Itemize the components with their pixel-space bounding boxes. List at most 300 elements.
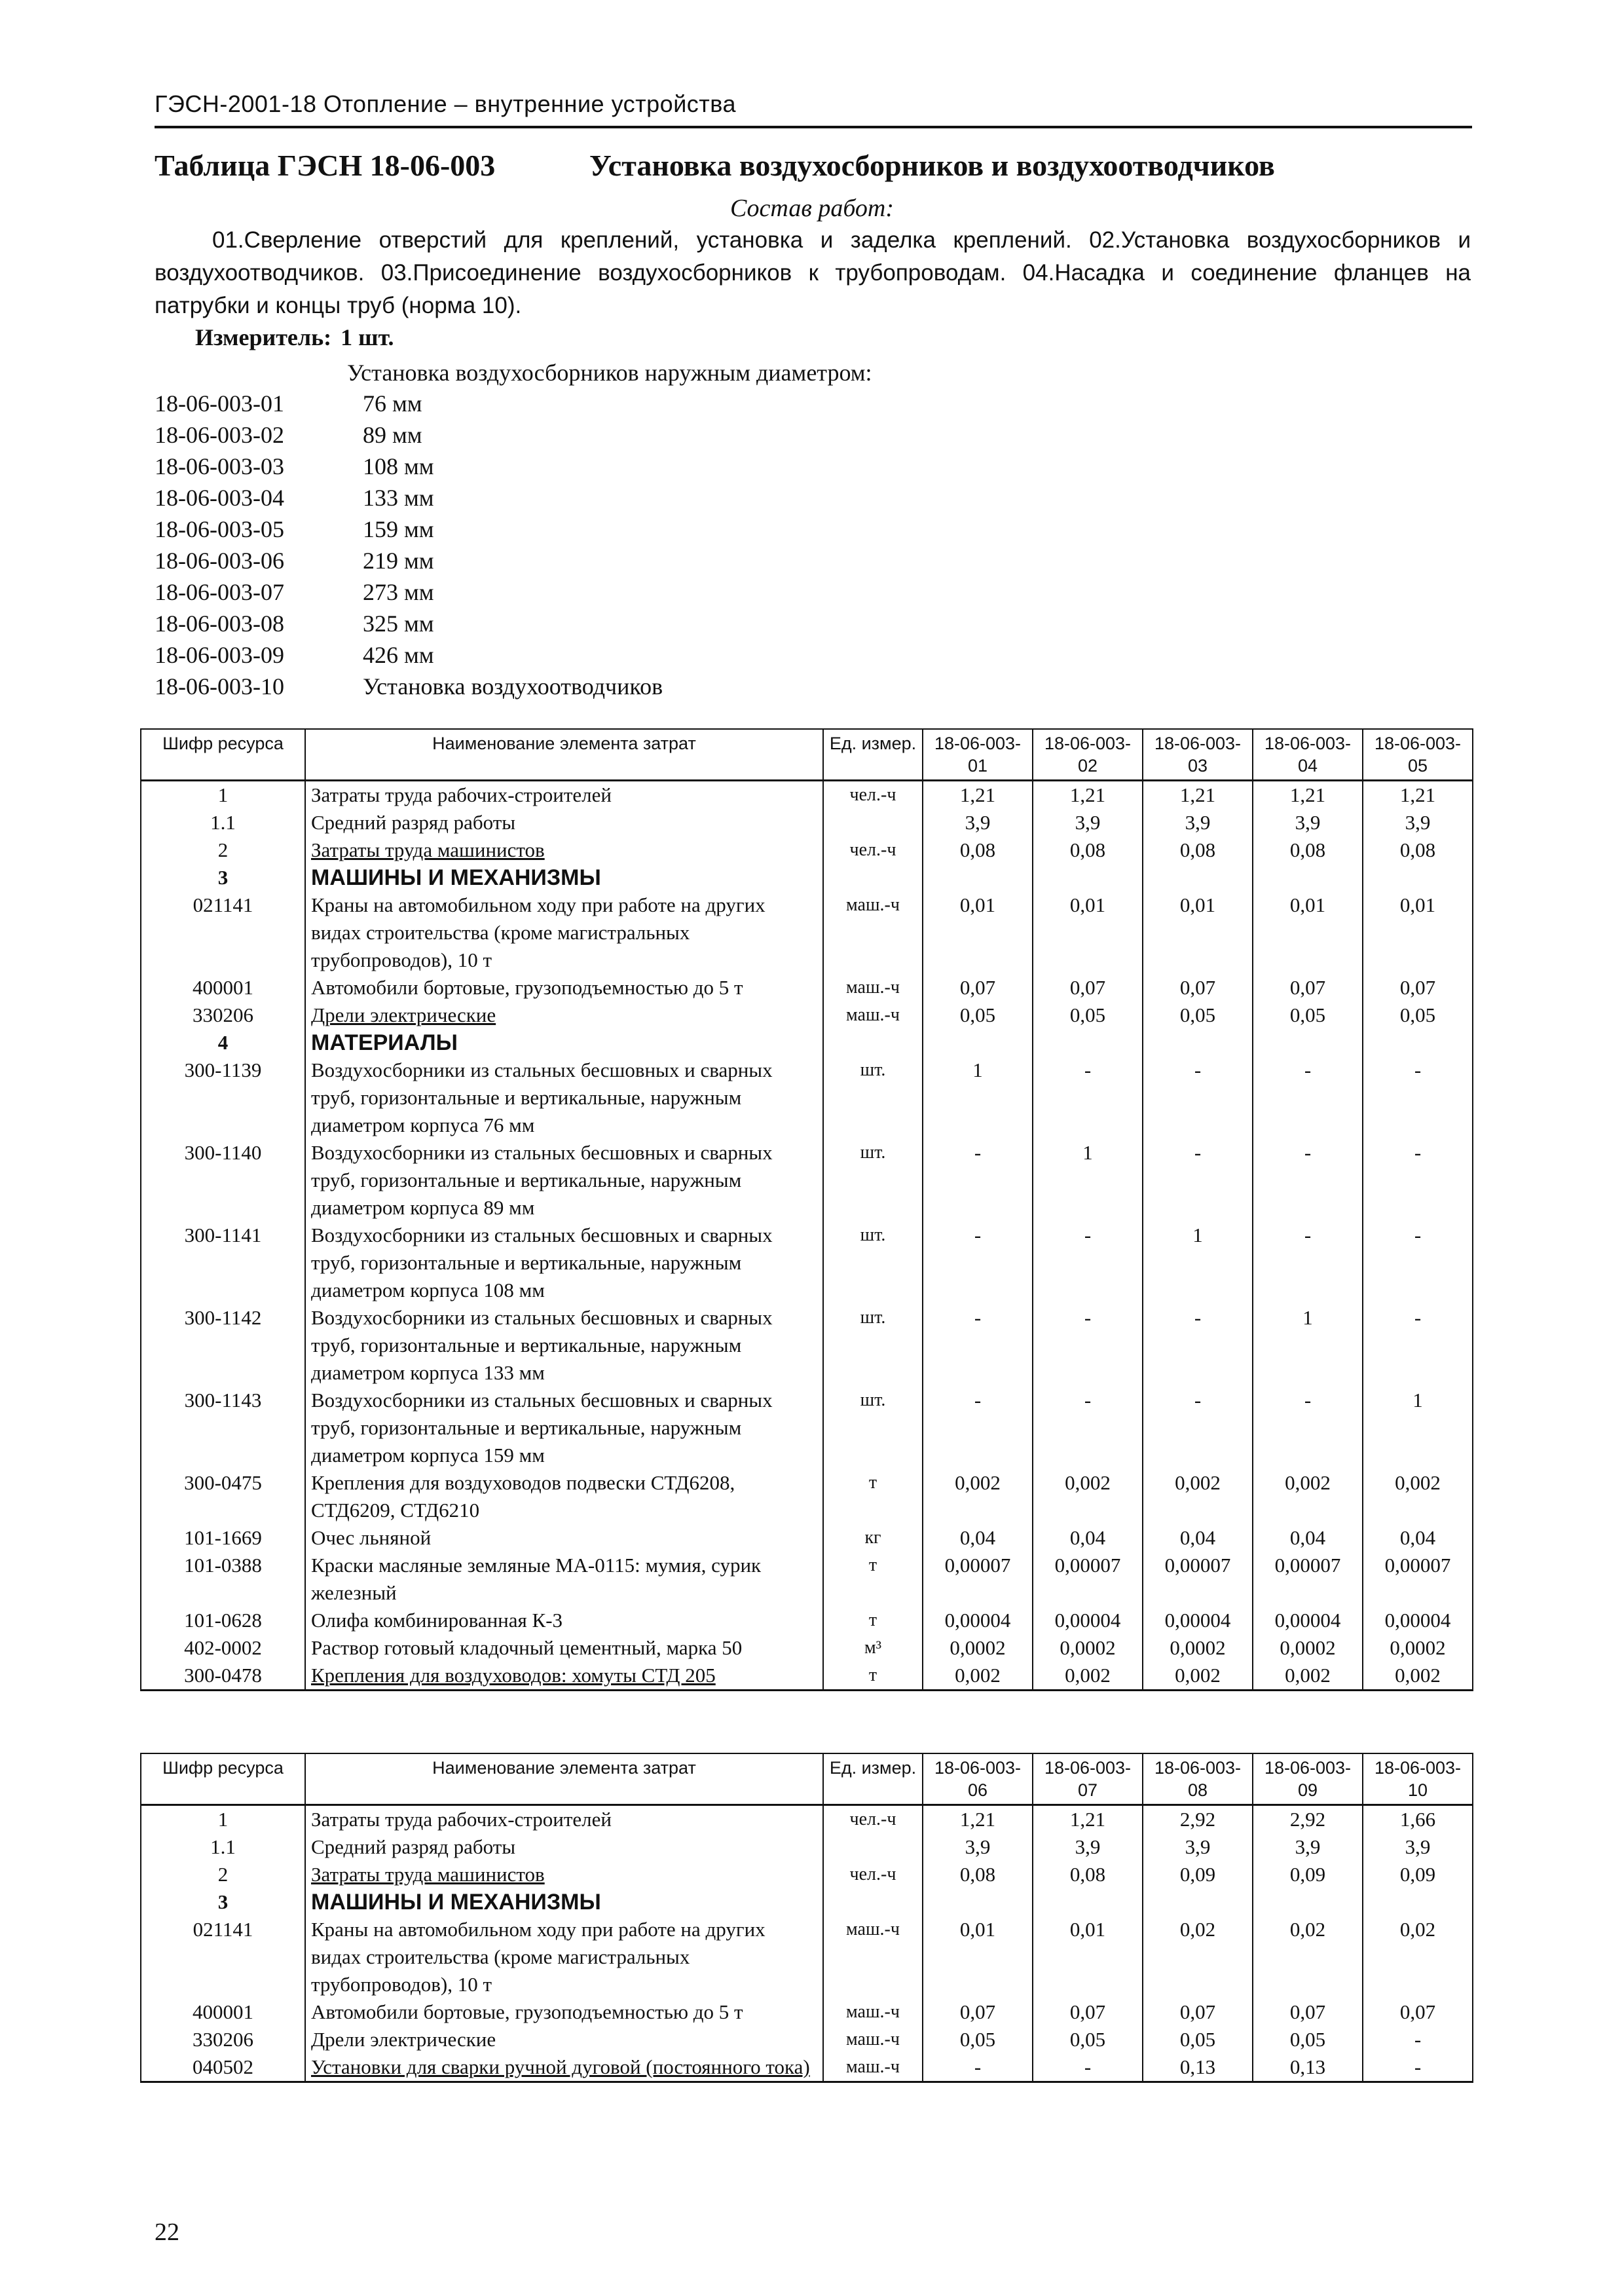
norm-value: 0,002 bbox=[1143, 1469, 1253, 1524]
variant-row bbox=[155, 419, 663, 451]
resource-code: 3 bbox=[141, 1888, 305, 1916]
table-code: Таблица ГЭСН 18-06-003 bbox=[155, 149, 496, 182]
cost-element-name: Раствор готовый кладочный цементный, марка 50 bbox=[305, 1634, 823, 1662]
norm-value: - bbox=[1143, 1304, 1253, 1387]
unit-cell: т bbox=[823, 1662, 923, 1691]
cost-element-name: Крепления для воздуховодов: хомуты СТД 205 bbox=[305, 1662, 823, 1691]
norm-value: 1,66 bbox=[1363, 1805, 1473, 1834]
norm-value: 0,07 bbox=[1033, 974, 1143, 1001]
norm-value: 2,92 bbox=[1253, 1805, 1363, 1834]
resource-code: 300-1142 bbox=[141, 1304, 305, 1387]
norm-value: 0,04 bbox=[1143, 1524, 1253, 1552]
variant-code: 18-06-003-02 bbox=[155, 422, 284, 448]
unit-cell: маш.-ч bbox=[823, 2026, 923, 2053]
unit-cell: чел.-ч bbox=[823, 836, 923, 864]
norm-value: 0,00004 bbox=[1363, 1607, 1473, 1634]
norm-value: 0,04 bbox=[1033, 1524, 1143, 1552]
cost-element-name: Воздухосборники из стальных бесшовных и сварных труб, горизонтальные и вертикальные, наружным диаметром корпуса 76 мм bbox=[305, 1057, 823, 1139]
norm-value: 0,01 bbox=[1033, 891, 1143, 974]
norm-value: 3,9 bbox=[923, 1833, 1033, 1861]
norm-value: 0,002 bbox=[923, 1469, 1033, 1524]
norm-value: 0,002 bbox=[1363, 1662, 1473, 1691]
header-norm-code: 18-06-003-09 bbox=[1253, 1753, 1363, 1805]
norm-value: 0,05 bbox=[923, 2026, 1033, 2053]
norm-value: 0,01 bbox=[1143, 891, 1253, 974]
cost-element-name: Воздухосборники из стальных бесшовных и сварных труб, горизонтальные и вертикальные, наружным диаметром корпуса 159 мм bbox=[305, 1387, 823, 1469]
norm-value bbox=[1253, 864, 1363, 891]
table-row bbox=[141, 1139, 1473, 1222]
norm-value: 0,002 bbox=[1033, 1469, 1143, 1524]
norm-value: 0,08 bbox=[1033, 836, 1143, 864]
norm-value bbox=[1143, 1888, 1253, 1916]
unit-cell bbox=[823, 1833, 923, 1861]
norm-value: 0,00007 bbox=[923, 1552, 1033, 1607]
norm-value: - bbox=[1253, 1139, 1363, 1222]
norm-value: 1,21 bbox=[923, 1805, 1033, 1834]
table-header-row bbox=[141, 1753, 1473, 1805]
norm-value: 0,13 bbox=[1143, 2053, 1253, 2082]
table-row bbox=[141, 1634, 1473, 1662]
table-row bbox=[141, 781, 1473, 810]
header-unit: Ед. измер. bbox=[823, 729, 923, 781]
variant-label: 133 мм bbox=[363, 485, 434, 511]
unit-cell bbox=[823, 864, 923, 891]
table-row bbox=[141, 836, 1473, 864]
resource-code: 300-1143 bbox=[141, 1387, 305, 1469]
norm-value: 1 bbox=[1033, 1139, 1143, 1222]
norm-value: 0,0002 bbox=[1033, 1634, 1143, 1662]
norm-value: 0,09 bbox=[1253, 1861, 1363, 1888]
cost-element-name: МАШИНЫ И МЕХАНИЗМЫ bbox=[305, 864, 823, 891]
header-norm-code: 18-06-003-07 bbox=[1033, 1753, 1143, 1805]
table-row bbox=[141, 1805, 1473, 1834]
unit-cell: маш.-ч bbox=[823, 974, 923, 1001]
table-row bbox=[141, 1833, 1473, 1861]
norm-value bbox=[1363, 864, 1473, 891]
cost-element-name: Установки для сварки ручной дуговой (постоянного тока) bbox=[305, 2053, 823, 2082]
norm-value: - bbox=[1363, 2053, 1473, 2082]
norm-value: 0,002 bbox=[1363, 1469, 1473, 1524]
norm-value bbox=[1033, 1029, 1143, 1057]
norm-value: 0,08 bbox=[1253, 836, 1363, 864]
norm-value: 0,05 bbox=[923, 1001, 1033, 1029]
variant-label: 159 мм bbox=[363, 516, 434, 542]
norm-value: 0,0002 bbox=[1253, 1634, 1363, 1662]
table-row bbox=[141, 864, 1473, 891]
resource-code: 2 bbox=[141, 836, 305, 864]
norm-value: 0,00004 bbox=[1033, 1607, 1143, 1634]
norm-value: 0,00004 bbox=[1253, 1607, 1363, 1634]
norm-value: 0,07 bbox=[1253, 1998, 1363, 2026]
norm-value: - bbox=[923, 1139, 1033, 1222]
norm-value: - bbox=[1253, 1387, 1363, 1469]
variants-list bbox=[155, 388, 663, 702]
resource-code: 1 bbox=[141, 781, 305, 810]
unit-cell: шт. bbox=[823, 1139, 923, 1222]
unit-cell: шт. bbox=[823, 1222, 923, 1304]
variant-label: Установка воздухоотводчиков bbox=[363, 673, 663, 700]
works-text: 01.Сверление отверстий для креплений, установка и заделка креплений. 02.Установка воздухосборников и воздухоотводчиков. 03.Присоединение воздухосборников к трубопроводам. 04.Насадка и соединение фланцев на патрубки и концы труб (норма 10). bbox=[155, 227, 1471, 318]
norm-value: 0,02 bbox=[1253, 1916, 1363, 1998]
norm-value: - bbox=[1033, 1222, 1143, 1304]
table-row bbox=[141, 1998, 1473, 2026]
cost-element-name: МАШИНЫ И МЕХАНИЗМЫ bbox=[305, 1888, 823, 1916]
variant-label: 273 мм bbox=[363, 579, 434, 605]
cost-element-name: Средний разряд работы bbox=[305, 809, 823, 836]
norm-value: 0,07 bbox=[923, 974, 1033, 1001]
norm-value: 0,01 bbox=[1253, 891, 1363, 974]
resource-code: 101-1669 bbox=[141, 1524, 305, 1552]
resource-code: 300-1141 bbox=[141, 1222, 305, 1304]
unit-cell: м³ bbox=[823, 1634, 923, 1662]
header-unit: Ед. измер. bbox=[823, 1753, 923, 1805]
unit-cell: маш.-ч bbox=[823, 1001, 923, 1029]
cost-element-name: Средний разряд работы bbox=[305, 1833, 823, 1861]
norms-table-2 bbox=[140, 1753, 1473, 2083]
norm-value: - bbox=[1363, 1139, 1473, 1222]
variant-code: 18-06-003-04 bbox=[155, 485, 284, 511]
norm-value: - bbox=[1253, 1057, 1363, 1139]
norm-value: - bbox=[1253, 1222, 1363, 1304]
norm-value: 3,9 bbox=[1253, 1833, 1363, 1861]
resource-code: 300-1140 bbox=[141, 1139, 305, 1222]
norm-value: 0,07 bbox=[1033, 1998, 1143, 2026]
norm-value: 0,08 bbox=[1363, 836, 1473, 864]
norm-value: 1,21 bbox=[1363, 781, 1473, 810]
norm-value: 0,04 bbox=[1253, 1524, 1363, 1552]
table-row bbox=[141, 2026, 1473, 2053]
norms-table-1 bbox=[140, 728, 1473, 1691]
norm-value: 0,08 bbox=[923, 836, 1033, 864]
variant-label: 89 мм bbox=[363, 422, 422, 448]
norm-value: 0,07 bbox=[1253, 974, 1363, 1001]
norm-value: 0,05 bbox=[1033, 1001, 1143, 1029]
variant-label: 325 мм bbox=[363, 610, 434, 637]
cost-element-name: Краны на автомобильном ходу при работе на других видах строительства (кроме магистральных трубопроводов), 10 т bbox=[305, 891, 823, 974]
norm-value: 0,00007 bbox=[1363, 1552, 1473, 1607]
norm-value: - bbox=[1143, 1387, 1253, 1469]
norm-value: 0,07 bbox=[1143, 974, 1253, 1001]
norm-value: 0,00007 bbox=[1143, 1552, 1253, 1607]
table-row bbox=[141, 1916, 1473, 1998]
variant-code: 18-06-003-06 bbox=[155, 548, 284, 574]
variant-code: 18-06-003-08 bbox=[155, 610, 284, 637]
table-row bbox=[141, 1057, 1473, 1139]
variant-label: 108 мм bbox=[363, 453, 434, 479]
norm-value: 0,00004 bbox=[923, 1607, 1033, 1634]
resource-code: 101-0628 bbox=[141, 1607, 305, 1634]
header-resource-code: Шифр ресурса bbox=[141, 1753, 305, 1805]
variant-code: 18-06-003-05 bbox=[155, 516, 284, 542]
unit-cell: маш.-ч bbox=[823, 1916, 923, 1998]
norm-value: 0,07 bbox=[1363, 1998, 1473, 2026]
norm-value: 1,21 bbox=[1253, 781, 1363, 810]
header-cost-element: Наименование элемента затрат bbox=[305, 729, 823, 781]
header-rule bbox=[155, 126, 1472, 128]
variant-row bbox=[155, 545, 663, 576]
table-row bbox=[141, 1304, 1473, 1387]
norm-value: - bbox=[1033, 1387, 1143, 1469]
unit-cell: кг bbox=[823, 1524, 923, 1552]
unit-cell: т bbox=[823, 1607, 923, 1634]
norm-value: 0,09 bbox=[1363, 1861, 1473, 1888]
measure-label: Измеритель: bbox=[195, 324, 332, 350]
norm-value: 0,01 bbox=[1033, 1916, 1143, 1998]
unit-cell: чел.-ч bbox=[823, 781, 923, 810]
norm-value bbox=[1143, 864, 1253, 891]
table-row bbox=[141, 1222, 1473, 1304]
norm-value: 0,05 bbox=[1143, 2026, 1253, 2053]
norm-value: 0,0002 bbox=[1143, 1634, 1253, 1662]
norm-value: 1 bbox=[1363, 1387, 1473, 1469]
norm-value bbox=[1033, 864, 1143, 891]
header-cost-element: Наименование элемента затрат bbox=[305, 1753, 823, 1805]
header-norm-code: 18-06-003-08 bbox=[1143, 1753, 1253, 1805]
norm-value: - bbox=[923, 2053, 1033, 2082]
variant-label: 426 мм bbox=[363, 642, 434, 668]
cost-element-name: Дрели электрические bbox=[305, 1001, 823, 1029]
variant-row bbox=[155, 388, 663, 419]
cost-element-name: Воздухосборники из стальных бесшовных и сварных труб, горизонтальные и вертикальные, наружным диаметром корпуса 89 мм bbox=[305, 1139, 823, 1222]
table-row bbox=[141, 974, 1473, 1001]
norm-value: 3,9 bbox=[1143, 809, 1253, 836]
resource-code: 101-0388 bbox=[141, 1552, 305, 1607]
resource-code: 021141 bbox=[141, 891, 305, 974]
variant-row bbox=[155, 608, 663, 639]
variant-row bbox=[155, 514, 663, 545]
norm-value: 0,05 bbox=[1033, 2026, 1143, 2053]
resource-code: 1.1 bbox=[141, 1833, 305, 1861]
resource-code: 330206 bbox=[141, 1001, 305, 1029]
header-norm-code: 18-06-003-10 bbox=[1363, 1753, 1473, 1805]
norm-value: 0,02 bbox=[1143, 1916, 1253, 1998]
norm-value: - bbox=[923, 1222, 1033, 1304]
resource-code: 040502 bbox=[141, 2053, 305, 2082]
table-row bbox=[141, 1888, 1473, 1916]
resource-code: 2 bbox=[141, 1861, 305, 1888]
norm-value bbox=[1363, 1029, 1473, 1057]
norm-value: 0,05 bbox=[1253, 1001, 1363, 1029]
unit-cell: т bbox=[823, 1552, 923, 1607]
unit-cell: шт. bbox=[823, 1057, 923, 1139]
norm-value: 0,00007 bbox=[1033, 1552, 1143, 1607]
norm-value bbox=[1253, 1029, 1363, 1057]
norm-value: 3,9 bbox=[1363, 1833, 1473, 1861]
measure-value: 1 шт. bbox=[341, 324, 394, 350]
header-resource-code: Шифр ресурса bbox=[141, 729, 305, 781]
cost-element-name: Затраты труда машинистов bbox=[305, 836, 823, 864]
norm-value: - bbox=[1143, 1057, 1253, 1139]
norm-value: 3,9 bbox=[1143, 1833, 1253, 1861]
norm-value: 0,01 bbox=[1363, 891, 1473, 974]
unit-cell: маш.-ч bbox=[823, 891, 923, 974]
works-heading: Состав работ: bbox=[729, 195, 895, 222]
norm-value: 1,21 bbox=[1033, 1805, 1143, 1834]
norm-value: 2,92 bbox=[1143, 1805, 1253, 1834]
norm-value: 0,002 bbox=[923, 1662, 1033, 1691]
resource-code: 3 bbox=[141, 864, 305, 891]
table-row bbox=[141, 1861, 1473, 1888]
norm-value: 1 bbox=[923, 1057, 1033, 1139]
unit-cell: маш.-ч bbox=[823, 1998, 923, 2026]
header-norm-code: 18-06-003-03 bbox=[1143, 729, 1253, 781]
norm-value: 0,05 bbox=[1253, 2026, 1363, 2053]
resource-code: 400001 bbox=[141, 1998, 305, 2026]
table-row bbox=[141, 1552, 1473, 1607]
norm-value: 1,21 bbox=[1143, 781, 1253, 810]
variant-label: 219 мм bbox=[363, 548, 434, 574]
running-header: ГЭСН-2001-18 Отопление – внутренние устройства bbox=[155, 90, 737, 117]
norm-value: 0,002 bbox=[1143, 1662, 1253, 1691]
variant-label: 76 мм bbox=[363, 390, 422, 417]
resource-code: 300-0478 bbox=[141, 1662, 305, 1691]
table-row bbox=[141, 1607, 1473, 1634]
norm-value: - bbox=[1033, 1057, 1143, 1139]
norm-value: 0,0002 bbox=[923, 1634, 1033, 1662]
cost-element-name: Автомобили бортовые, грузоподъемностью до 5 т bbox=[305, 974, 823, 1001]
unit-cell: т bbox=[823, 1469, 923, 1524]
norm-value: - bbox=[1363, 2026, 1473, 2053]
table-row bbox=[141, 1469, 1473, 1524]
norm-value: 0,08 bbox=[1143, 836, 1253, 864]
table-row bbox=[141, 1387, 1473, 1469]
cost-element-name: Очес льняной bbox=[305, 1524, 823, 1552]
variant-code: 18-06-003-07 bbox=[155, 579, 284, 605]
resource-code: 400001 bbox=[141, 974, 305, 1001]
norm-value: 0,00004 bbox=[1143, 1607, 1253, 1634]
variant-code: 18-06-003-10 bbox=[155, 673, 284, 700]
unit-cell bbox=[823, 1029, 923, 1057]
cost-element-name: МАТЕРИАЛЫ bbox=[305, 1029, 823, 1057]
table-row bbox=[141, 1662, 1473, 1691]
resource-code: 402-0002 bbox=[141, 1634, 305, 1662]
norm-value: 0,05 bbox=[1143, 1001, 1253, 1029]
table-row bbox=[141, 1524, 1473, 1552]
norm-value: 1,21 bbox=[923, 781, 1033, 810]
cost-element-name: Дрели электрические bbox=[305, 2026, 823, 2053]
norm-value bbox=[1033, 1888, 1143, 1916]
norm-value: 0,01 bbox=[923, 1916, 1033, 1998]
resource-code: 330206 bbox=[141, 2026, 305, 2053]
unit-cell: шт. bbox=[823, 1387, 923, 1469]
cost-element-name: Затраты труда рабочих-строителей bbox=[305, 1805, 823, 1834]
variant-row bbox=[155, 576, 663, 608]
norm-value: - bbox=[1033, 2053, 1143, 2082]
cost-element-name: Олифа комбинированная К-3 bbox=[305, 1607, 823, 1634]
resource-code: 021141 bbox=[141, 1916, 305, 1998]
unit-cell bbox=[823, 809, 923, 836]
resource-code: 300-1139 bbox=[141, 1057, 305, 1139]
norm-value: 0,04 bbox=[923, 1524, 1033, 1552]
norm-value: 0,002 bbox=[1253, 1662, 1363, 1691]
resource-code: 1 bbox=[141, 1805, 305, 1834]
norm-value: 3,9 bbox=[1363, 809, 1473, 836]
unit-cell: маш.-ч bbox=[823, 2053, 923, 2082]
cost-element-name: Воздухосборники из стальных бесшовных и сварных труб, горизонтальные и вертикальные, наружным диаметром корпуса 108 мм bbox=[305, 1222, 823, 1304]
resource-code: 4 bbox=[141, 1029, 305, 1057]
norm-value bbox=[1143, 1029, 1253, 1057]
variant-row bbox=[155, 671, 663, 702]
cost-element-name: Краски масляные земляные МА-0115: мумия, сурик железный bbox=[305, 1552, 823, 1607]
table-row bbox=[141, 809, 1473, 836]
unit-cell: шт. bbox=[823, 1304, 923, 1387]
table-header-row bbox=[141, 729, 1473, 781]
unit-cell bbox=[823, 1888, 923, 1916]
norm-value: 0,13 bbox=[1253, 2053, 1363, 2082]
cost-element-name: Затраты труда рабочих-строителей bbox=[305, 781, 823, 810]
cost-element-name: Затраты труда машинистов bbox=[305, 1861, 823, 1888]
norm-value: - bbox=[1363, 1057, 1473, 1139]
norm-value: 1,21 bbox=[1033, 781, 1143, 810]
norm-value: 0,08 bbox=[923, 1861, 1033, 1888]
norm-value: - bbox=[1363, 1222, 1473, 1304]
norm-value bbox=[1253, 1888, 1363, 1916]
table-row bbox=[141, 2053, 1473, 2082]
cost-element-name: Крепления для воздуховодов подвески СТД6208, СТД6209, СТД6210 bbox=[305, 1469, 823, 1524]
norm-value: 0,05 bbox=[1363, 1001, 1473, 1029]
table-row bbox=[141, 891, 1473, 974]
variants-heading: Установка воздухосборников наружным диаметром: bbox=[347, 360, 872, 386]
norm-value: 0,07 bbox=[923, 1998, 1033, 2026]
variant-code: 18-06-003-03 bbox=[155, 453, 284, 479]
table-name: Установка воздухосборников и воздухоотводчиков bbox=[589, 149, 1275, 182]
norm-value: 0,04 bbox=[1363, 1524, 1473, 1552]
variant-code: 18-06-003-01 bbox=[155, 390, 284, 417]
unit-cell: чел.-ч bbox=[823, 1861, 923, 1888]
header-norm-code: 18-06-003-05 bbox=[1363, 729, 1473, 781]
table-title bbox=[155, 148, 1477, 183]
norm-value: 3,9 bbox=[1033, 809, 1143, 836]
norm-value: 3,9 bbox=[923, 809, 1033, 836]
norm-value: 0,00007 bbox=[1253, 1552, 1363, 1607]
resource-code: 300-0475 bbox=[141, 1469, 305, 1524]
header-norm-code: 18-06-003-06 bbox=[923, 1753, 1033, 1805]
norm-value: 0,0002 bbox=[1363, 1634, 1473, 1662]
norm-value: 0,09 bbox=[1143, 1861, 1253, 1888]
resource-code: 1.1 bbox=[141, 809, 305, 836]
cost-element-name: Автомобили бортовые, грузоподъемностью до 5 т bbox=[305, 1998, 823, 2026]
norm-value: 0,07 bbox=[1143, 1998, 1253, 2026]
unit-cell: чел.-ч bbox=[823, 1805, 923, 1834]
norm-value: - bbox=[923, 1304, 1033, 1387]
header-norm-code: 18-06-003-01 bbox=[923, 729, 1033, 781]
norm-value bbox=[923, 1029, 1033, 1057]
header-norm-code: 18-06-003-02 bbox=[1033, 729, 1143, 781]
cost-element-name: Воздухосборники из стальных бесшовных и сварных труб, горизонтальные и вертикальные, наружным диаметром корпуса 133 мм bbox=[305, 1304, 823, 1387]
norm-value bbox=[923, 1888, 1033, 1916]
norm-value: 1 bbox=[1143, 1222, 1253, 1304]
norm-value: 3,9 bbox=[1253, 809, 1363, 836]
norm-value: 0,07 bbox=[1363, 974, 1473, 1001]
page-number: 22 bbox=[155, 2218, 179, 2246]
norm-value: - bbox=[923, 1387, 1033, 1469]
header-norm-code: 18-06-003-04 bbox=[1253, 729, 1363, 781]
norm-value: - bbox=[1143, 1139, 1253, 1222]
table-row bbox=[141, 1001, 1473, 1029]
norm-value bbox=[923, 864, 1033, 891]
norm-value: 3,9 bbox=[1033, 1833, 1143, 1861]
norm-value: - bbox=[1033, 1304, 1143, 1387]
measure-line bbox=[195, 324, 394, 351]
norm-value: 1 bbox=[1253, 1304, 1363, 1387]
norm-value: 0,02 bbox=[1363, 1916, 1473, 1998]
norm-value: 0,002 bbox=[1253, 1469, 1363, 1524]
norm-value bbox=[1363, 1888, 1473, 1916]
norm-value: - bbox=[1363, 1304, 1473, 1387]
cost-element-name: Краны на автомобильном ходу при работе на других видах строительства (кроме магистральных трубопроводов), 10 т bbox=[305, 1916, 823, 1998]
variant-code: 18-06-003-09 bbox=[155, 642, 284, 668]
variant-row bbox=[155, 639, 663, 671]
